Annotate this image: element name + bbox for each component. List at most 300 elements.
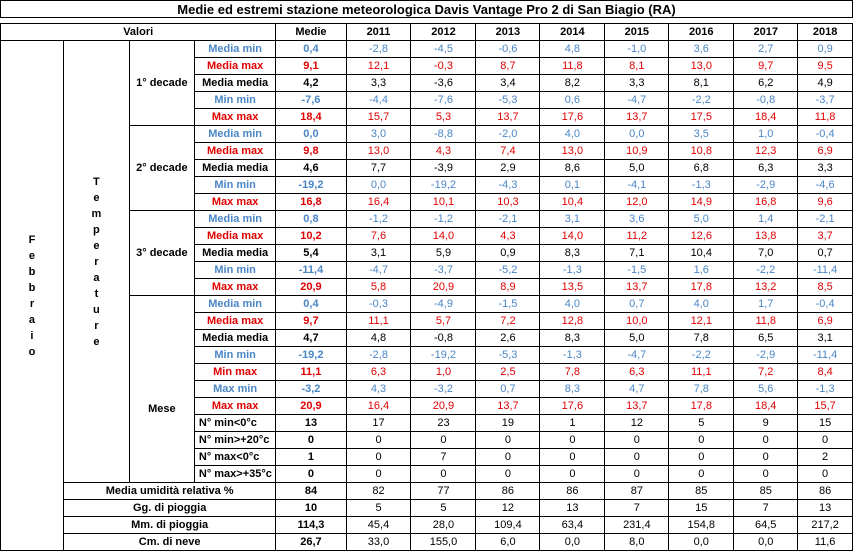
year-value: 45,4: [346, 517, 411, 534]
year-value: 87: [605, 483, 669, 500]
year-value: 11,8: [540, 58, 605, 75]
year-value: -5,2: [476, 262, 540, 279]
average-value: 4,7: [276, 330, 346, 347]
year-value: 4,8: [540, 41, 605, 58]
year-value: 86: [540, 483, 605, 500]
year-value: 14,9: [669, 194, 734, 211]
year-value: -2,1: [476, 211, 540, 228]
year-value: 0: [669, 466, 734, 483]
row-label: Min min: [194, 92, 276, 109]
average-value: 1: [276, 449, 346, 466]
average-value: 10,2: [276, 228, 346, 245]
year-value: 1,4: [734, 211, 798, 228]
year-value: 12,6: [669, 228, 734, 245]
year-value: 86: [798, 483, 853, 500]
year-value: 0: [476, 449, 540, 466]
header-medie: Medie: [276, 24, 346, 41]
year-value: 7: [411, 449, 476, 466]
year-value: 7,2: [476, 313, 540, 330]
year-value: 13,7: [605, 109, 669, 126]
year-value: 0: [411, 432, 476, 449]
table-row: [1, 534, 853, 551]
year-value: 4,0: [669, 296, 734, 313]
vertical-letter: r: [94, 319, 99, 332]
year-value: 7,4: [476, 143, 540, 160]
year-value: -4,7: [346, 262, 411, 279]
row-label: Media min: [194, 211, 276, 228]
year-value: 5: [411, 500, 476, 517]
row-label: Cm. di neve: [63, 534, 275, 551]
year-value: 8,6: [540, 160, 605, 177]
year-value: -4,7: [605, 347, 669, 364]
year-value: 0: [605, 432, 669, 449]
year-value: -2,2: [669, 347, 734, 364]
sheet-title: Medie ed estremi stazione meteorologica Davis Vantage Pro 2 di San Biagio (RA): [0, 0, 853, 18]
year-value: 0: [734, 432, 798, 449]
year-value: 0,0: [540, 534, 605, 551]
year-value: 0: [605, 466, 669, 483]
row-label: Max max: [194, 279, 276, 296]
year-value: 5: [346, 500, 411, 517]
year-value: 13,5: [540, 279, 605, 296]
year-value: 13,0: [346, 143, 411, 160]
year-value: 6,0: [476, 534, 540, 551]
year-value: 0: [669, 449, 734, 466]
year-value: 15,7: [798, 398, 853, 415]
year-value: 13,7: [605, 398, 669, 415]
average-value: -19,2: [276, 177, 346, 194]
year-value: 10,0: [605, 313, 669, 330]
year-value: -19,2: [411, 177, 476, 194]
average-value: 16,8: [276, 194, 346, 211]
average-value: 20,9: [276, 398, 346, 415]
year-value: -1,3: [540, 347, 605, 364]
year-value: 0,7: [605, 296, 669, 313]
year-value: -2,2: [669, 92, 734, 109]
year-value: 3,5: [669, 126, 734, 143]
average-value: 10: [276, 500, 346, 517]
year-value: 13: [798, 500, 853, 517]
year-value: -5,3: [476, 92, 540, 109]
year-value: 5,8: [346, 279, 411, 296]
row-label: Media media: [194, 75, 276, 92]
year-value: 6,2: [734, 75, 798, 92]
month-label: [1, 41, 64, 551]
year-value: 4,3: [411, 143, 476, 160]
row-label: Max max: [194, 398, 276, 415]
year-value: 8,2: [540, 75, 605, 92]
year-value: 4,3: [476, 228, 540, 245]
year-value: 0,7: [798, 245, 853, 262]
header-year: 2017: [734, 24, 798, 41]
year-value: -1,3: [540, 262, 605, 279]
year-value: 64,5: [734, 517, 798, 534]
average-value: 0,4: [276, 41, 346, 58]
group-label: [63, 41, 129, 483]
vertical-letter: m: [91, 207, 102, 220]
year-value: 12,0: [605, 194, 669, 211]
vertical-letter: r: [94, 255, 99, 268]
year-value: -1,5: [605, 262, 669, 279]
year-value: 85: [734, 483, 798, 500]
year-value: -2,9: [734, 177, 798, 194]
year-value: -3,2: [411, 381, 476, 398]
year-value: 19: [476, 415, 540, 432]
year-value: 8,1: [669, 75, 734, 92]
year-value: -11,4: [798, 262, 853, 279]
year-value: 10,9: [605, 143, 669, 160]
row-label: Media max: [194, 58, 276, 75]
year-value: 13,8: [734, 228, 798, 245]
year-value: -0,8: [411, 330, 476, 347]
year-value: 18,4: [734, 109, 798, 126]
average-value: 0: [276, 432, 346, 449]
year-value: 16,8: [734, 194, 798, 211]
year-value: 1,7: [734, 296, 798, 313]
year-value: 5,0: [605, 160, 669, 177]
year-value: 8,3: [540, 245, 605, 262]
year-value: 85: [669, 483, 734, 500]
year-value: 6,3: [346, 364, 411, 381]
year-value: 10,1: [411, 194, 476, 211]
header-valori: Valori: [1, 24, 276, 41]
period-label: 1° decade: [129, 41, 194, 126]
year-value: 16,4: [346, 194, 411, 211]
year-value: 1,6: [669, 262, 734, 279]
year-value: 8,3: [540, 381, 605, 398]
year-value: -3,6: [411, 75, 476, 92]
year-value: 3,6: [605, 211, 669, 228]
year-value: 10,4: [669, 245, 734, 262]
year-value: 0: [734, 466, 798, 483]
year-value: 0: [605, 449, 669, 466]
year-value: 3,1: [798, 330, 853, 347]
header-year: 2016: [669, 24, 734, 41]
year-value: -2,9: [734, 347, 798, 364]
year-value: 6,9: [798, 313, 853, 330]
year-value: 11,1: [346, 313, 411, 330]
year-value: 11,6: [798, 534, 853, 551]
year-value: 8,1: [605, 58, 669, 75]
year-value: 7,1: [605, 245, 669, 262]
year-value: 20,9: [411, 398, 476, 415]
year-value: 0: [669, 432, 734, 449]
year-value: -1,3: [669, 177, 734, 194]
year-value: 12,8: [540, 313, 605, 330]
row-label: Media max: [194, 143, 276, 160]
year-value: 13,0: [669, 58, 734, 75]
year-value: 231,4: [605, 517, 669, 534]
year-value: 6,9: [798, 143, 853, 160]
year-value: 15,7: [346, 109, 411, 126]
header-year: 2014: [540, 24, 605, 41]
row-label: Media media: [194, 245, 276, 262]
average-value: 0,8: [276, 211, 346, 228]
year-value: 0,0: [669, 534, 734, 551]
year-value: -0,8: [734, 92, 798, 109]
year-value: -4,9: [411, 296, 476, 313]
year-value: 77: [411, 483, 476, 500]
average-value: 9,8: [276, 143, 346, 160]
row-label: Max max: [194, 109, 276, 126]
year-value: -4,7: [605, 92, 669, 109]
row-label: N° max<0°c: [194, 449, 276, 466]
year-value: 0,9: [798, 41, 853, 58]
year-value: -1,3: [798, 381, 853, 398]
year-value: 9,6: [798, 194, 853, 211]
data-table: [0, 23, 853, 551]
year-value: -0,3: [346, 296, 411, 313]
average-value: -3,2: [276, 381, 346, 398]
year-value: 5,6: [734, 381, 798, 398]
year-value: 3,1: [540, 211, 605, 228]
year-value: 0: [476, 466, 540, 483]
year-value: 13,7: [476, 109, 540, 126]
vertical-letter: a: [93, 271, 100, 284]
year-value: 18,4: [734, 398, 798, 415]
vertical-letter: e: [93, 239, 100, 252]
year-value: 0: [734, 449, 798, 466]
year-value: -5,3: [476, 347, 540, 364]
table-row: [1, 500, 853, 517]
year-value: 2,9: [476, 160, 540, 177]
average-value: 5,4: [276, 245, 346, 262]
row-label: Max min: [194, 381, 276, 398]
year-value: 11,2: [605, 228, 669, 245]
year-value: 17,5: [669, 109, 734, 126]
year-value: -0,3: [411, 58, 476, 75]
row-label: Min min: [194, 347, 276, 364]
row-label: N° min<0°c: [194, 415, 276, 432]
year-value: 4,7: [605, 381, 669, 398]
year-value: 0: [540, 432, 605, 449]
average-value: 9,7: [276, 313, 346, 330]
vertical-letter: e: [28, 249, 36, 262]
year-value: -4,1: [605, 177, 669, 194]
year-value: 6,8: [669, 160, 734, 177]
year-value: 2,5: [476, 364, 540, 381]
year-value: 0,1: [540, 177, 605, 194]
year-value: 1,0: [734, 126, 798, 143]
average-value: 11,1: [276, 364, 346, 381]
year-value: 13,7: [476, 398, 540, 415]
year-value: 2: [798, 449, 853, 466]
row-label: Mm. di pioggia: [63, 517, 275, 534]
year-value: 5: [669, 415, 734, 432]
row-label: Media media: [194, 330, 276, 347]
year-value: 0,0: [734, 534, 798, 551]
year-value: 154,8: [669, 517, 734, 534]
year-value: 5,9: [411, 245, 476, 262]
year-value: 14,0: [411, 228, 476, 245]
year-value: 5,3: [411, 109, 476, 126]
year-value: -1,0: [605, 41, 669, 58]
year-value: 11,1: [669, 364, 734, 381]
year-value: -7,6: [411, 92, 476, 109]
year-value: -4,3: [476, 177, 540, 194]
row-label: Max max: [194, 194, 276, 211]
year-value: 12: [605, 415, 669, 432]
vertical-letter: u: [93, 303, 100, 316]
year-value: 0: [798, 432, 853, 449]
year-value: -2,8: [346, 347, 411, 364]
year-value: 0: [476, 432, 540, 449]
year-value: 6,3: [734, 160, 798, 177]
year-value: 4,0: [540, 126, 605, 143]
year-value: 8,7: [476, 58, 540, 75]
year-value: 17,8: [669, 398, 734, 415]
year-value: 82: [346, 483, 411, 500]
average-value: 0,4: [276, 296, 346, 313]
year-value: 7: [734, 500, 798, 517]
row-label: Min min: [194, 177, 276, 194]
year-value: 7,7: [346, 160, 411, 177]
year-value: 13: [540, 500, 605, 517]
year-value: 15: [669, 500, 734, 517]
year-value: 12,3: [734, 143, 798, 160]
year-value: 0: [346, 449, 411, 466]
vertical-letter: b: [28, 265, 36, 278]
year-value: 13,2: [734, 279, 798, 296]
row-label: Media min: [194, 41, 276, 58]
table-row: [1, 517, 853, 534]
year-value: 17,8: [669, 279, 734, 296]
header-row: [1, 24, 853, 41]
year-value: 0: [346, 466, 411, 483]
average-value: -19,2: [276, 347, 346, 364]
year-value: 15: [798, 415, 853, 432]
vertical-letter: o: [28, 345, 36, 358]
year-value: 10,8: [669, 143, 734, 160]
year-value: 109,4: [476, 517, 540, 534]
row-label: Media media: [194, 160, 276, 177]
year-value: -2,2: [734, 262, 798, 279]
average-value: 18,4: [276, 109, 346, 126]
average-value: 84: [276, 483, 346, 500]
year-value: 17,6: [540, 109, 605, 126]
vertical-letter: p: [93, 223, 100, 236]
year-value: 9,7: [734, 58, 798, 75]
year-value: 10,3: [476, 194, 540, 211]
year-value: 7,8: [540, 364, 605, 381]
year-value: -2,1: [798, 211, 853, 228]
year-value: 7,6: [346, 228, 411, 245]
period-label: Mese: [129, 296, 194, 483]
vertical-letter: t: [94, 287, 99, 300]
year-value: -2,8: [346, 41, 411, 58]
year-value: 4,9: [798, 75, 853, 92]
row-label: N° max>+35°c: [194, 466, 276, 483]
year-value: -3,7: [411, 262, 476, 279]
year-value: 4,0: [540, 296, 605, 313]
header-year: 2012: [411, 24, 476, 41]
vertical-letter: r: [29, 297, 35, 310]
year-value: -4,6: [798, 177, 853, 194]
year-value: 0: [411, 466, 476, 483]
year-value: 7,0: [734, 245, 798, 262]
year-value: 5,0: [605, 330, 669, 347]
year-value: 8,5: [798, 279, 853, 296]
average-value: 114,3: [276, 517, 346, 534]
vertical-letter: T: [93, 175, 100, 188]
year-value: 17: [346, 415, 411, 432]
vertical-letter: F: [28, 233, 36, 246]
year-value: 17,6: [540, 398, 605, 415]
year-value: 13,0: [540, 143, 605, 160]
period-label: 2° decade: [129, 126, 194, 211]
average-value: 0: [276, 466, 346, 483]
year-value: 1: [540, 415, 605, 432]
vertical-letter: b: [28, 281, 36, 294]
year-value: 217,2: [798, 517, 853, 534]
average-value: 4,6: [276, 160, 346, 177]
row-label: Gg. di pioggia: [63, 500, 275, 517]
row-label: Min max: [194, 364, 276, 381]
year-value: 12,1: [669, 313, 734, 330]
header-year: 2018: [798, 24, 853, 41]
year-value: 9: [734, 415, 798, 432]
year-value: 9,5: [798, 58, 853, 75]
year-value: 11,8: [798, 109, 853, 126]
header-year: 2013: [476, 24, 540, 41]
year-value: 0: [540, 466, 605, 483]
year-value: -0,4: [798, 296, 853, 313]
year-value: -0,6: [476, 41, 540, 58]
average-value: -11,4: [276, 262, 346, 279]
year-value: 0: [540, 449, 605, 466]
year-value: -1,5: [476, 296, 540, 313]
table-row: [1, 483, 853, 500]
year-value: -11,4: [798, 347, 853, 364]
year-value: 0,0: [346, 177, 411, 194]
average-value: -7,6: [276, 92, 346, 109]
year-value: -1,2: [346, 211, 411, 228]
year-value: 8,3: [540, 330, 605, 347]
year-value: 0,6: [540, 92, 605, 109]
year-value: -0,4: [798, 126, 853, 143]
row-label: Media min: [194, 126, 276, 143]
vertical-letter: e: [93, 191, 100, 204]
year-value: 5,0: [669, 211, 734, 228]
year-value: 8,4: [798, 364, 853, 381]
year-value: 2,6: [476, 330, 540, 347]
year-value: 3,3: [798, 160, 853, 177]
average-value: 9,1: [276, 58, 346, 75]
year-value: 3,3: [605, 75, 669, 92]
year-value: 12: [476, 500, 540, 517]
year-value: 7,8: [669, 330, 734, 347]
year-value: 63,4: [540, 517, 605, 534]
year-value: 1,0: [411, 364, 476, 381]
year-value: 3,6: [669, 41, 734, 58]
year-value: -1,2: [411, 211, 476, 228]
year-value: 7,8: [669, 381, 734, 398]
vertical-letter: a: [28, 313, 36, 326]
year-value: 0: [346, 432, 411, 449]
row-label: Media min: [194, 296, 276, 313]
year-value: 33,0: [346, 534, 411, 551]
year-value: 11,8: [734, 313, 798, 330]
year-value: -3,9: [411, 160, 476, 177]
year-value: 16,4: [346, 398, 411, 415]
year-value: 14,0: [540, 228, 605, 245]
year-value: 155,0: [411, 534, 476, 551]
year-value: 0,0: [605, 126, 669, 143]
year-value: 6,5: [734, 330, 798, 347]
year-value: -2,0: [476, 126, 540, 143]
average-value: 20,9: [276, 279, 346, 296]
year-value: 4,8: [346, 330, 411, 347]
